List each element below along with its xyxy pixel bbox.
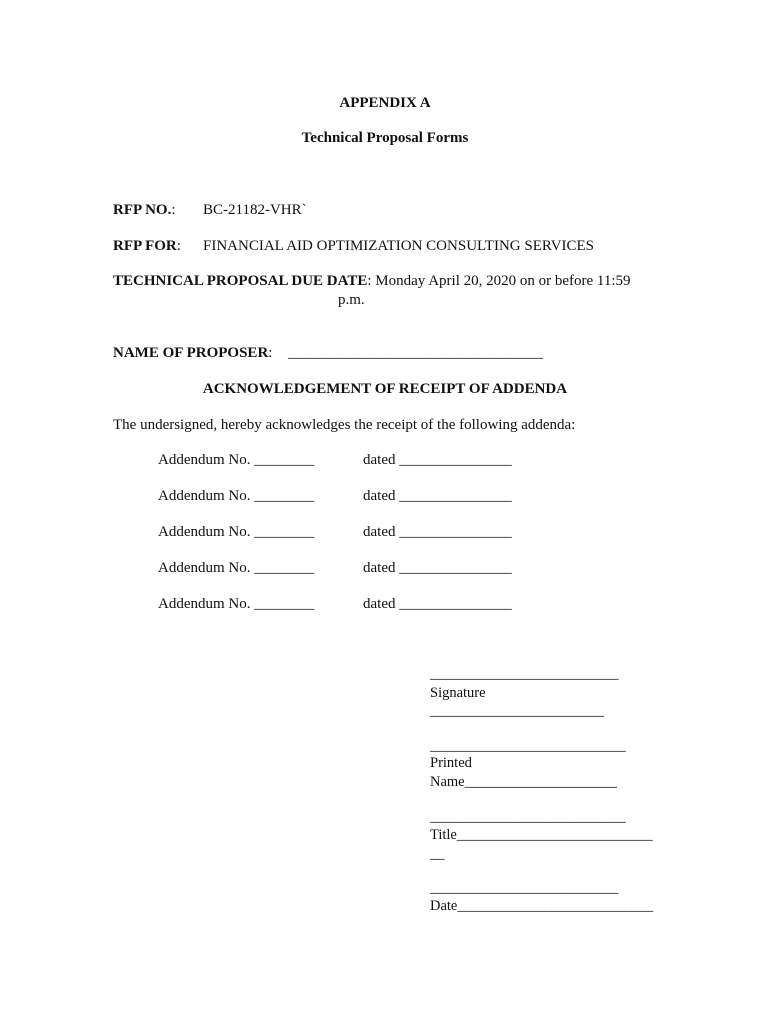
addendum-number-field: Addendum No. ________ xyxy=(158,524,315,540)
addendum-dated-field: dated _______________ xyxy=(363,524,512,540)
signature-tail-line: ________________________ xyxy=(430,703,604,719)
addendum-dated-field: dated _______________ xyxy=(363,488,512,504)
rfp-for-value: FINANCIAL AID OPTIMIZATION CONSULTING SERVICES xyxy=(203,238,595,254)
rfp-for-colon: : xyxy=(176,238,181,254)
printed-name-label: Printed xyxy=(430,755,472,771)
rfp-for-row xyxy=(113,239,181,254)
acknowledgement-heading: ACKNOWLEDGEMENT OF RECEIPT OF ADDENDA xyxy=(202,381,568,397)
due-date-label: TECHNICAL PROPOSAL DUE DATE xyxy=(113,273,368,289)
printed-name-line: ___________________________ xyxy=(430,738,626,754)
rfp-no-row xyxy=(113,203,176,218)
addendum-number-field: Addendum No. ________ xyxy=(158,488,315,504)
appendix-title: APPENDIX A xyxy=(339,95,431,111)
rfp-no-colon: : xyxy=(171,202,176,218)
rfp-for-label: RFP FOR xyxy=(113,238,177,254)
addendum-dated-field: dated _______________ xyxy=(363,596,512,612)
date-field: Date___________________________ xyxy=(430,898,654,914)
document-subtitle: Technical Proposal Forms xyxy=(301,130,469,146)
addendum-dated-field: dated _______________ xyxy=(363,560,512,576)
proposer-row xyxy=(113,346,272,361)
proposer-label: NAME OF PROPOSER xyxy=(113,345,269,361)
addendum-dated-field: dated _______________ xyxy=(363,452,512,468)
addendum-number-field: Addendum No. ________ xyxy=(158,560,315,576)
addendum-number-field: Addendum No. ________ xyxy=(158,452,315,468)
signature-line: __________________________ xyxy=(430,666,619,682)
printed-name-field: Name_____________________ xyxy=(430,774,617,790)
title-tail-line: __ xyxy=(430,846,445,862)
title-line: ___________________________ xyxy=(430,809,626,825)
due-date-value: : Monday April 20, 2020 on or before 11:59 xyxy=(367,273,631,289)
signature-label: Signature xyxy=(430,685,486,701)
due-date-row xyxy=(113,274,631,289)
rfp-no-label: RFP NO. xyxy=(113,202,172,218)
acknowledgement-statement: The undersigned, hereby acknowledges the receipt of the following addenda: xyxy=(113,417,576,433)
proposer-blank-line: __________________________________ xyxy=(288,345,543,361)
title-field: Title___________________________ xyxy=(430,827,653,843)
addendum-number-field: Addendum No. ________ xyxy=(158,596,315,612)
due-date-value-continued: p.m. xyxy=(338,292,365,308)
rfp-no-value: BC-21182-VHR` xyxy=(203,202,307,218)
date-line: __________________________ xyxy=(430,880,619,896)
proposer-colon: : xyxy=(268,345,273,361)
